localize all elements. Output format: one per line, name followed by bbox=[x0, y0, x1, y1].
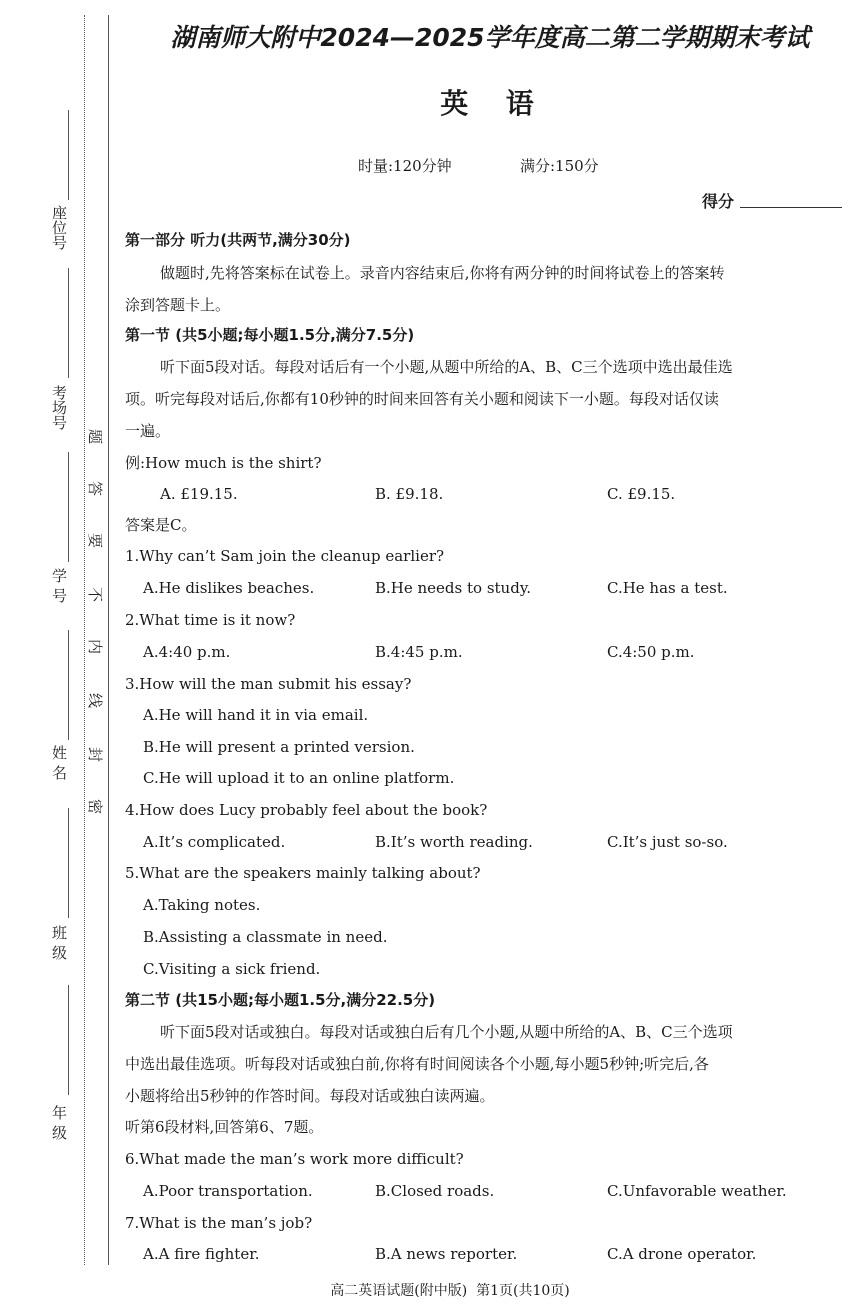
score-field-label: 得分 bbox=[702, 192, 735, 211]
question-4: 4.How does Lucy probably feel about the book? bbox=[125, 801, 488, 819]
room-label: 考场号 bbox=[50, 385, 68, 430]
room-field-line bbox=[68, 452, 69, 562]
section2-text-1: 听下面5段对话或独白。每段对话或独白后有几个小题,从题中所给的A、B、C三个选项 bbox=[160, 1023, 733, 1041]
example-question: 例:How much is the shirt? bbox=[125, 454, 322, 472]
example-option-c: C. £9.15. bbox=[607, 485, 676, 503]
q2-option-a: A.4:40 p.m. bbox=[143, 643, 231, 661]
class-field-line bbox=[68, 985, 69, 1095]
question-3: 3.How will the man submit his essay? bbox=[125, 675, 412, 693]
question-1: 1.Why can’t Sam join the cleanup earlier? bbox=[125, 547, 445, 565]
page-footer: 高二英语试题(附中版) 第1页(共10页) bbox=[330, 1283, 570, 1299]
seal-char-1: 题 bbox=[86, 428, 105, 445]
section2-heading: 第二节 (共15小题;每小题1.5分,满分22.5分) bbox=[125, 991, 436, 1009]
example-answer: 答案是C。 bbox=[125, 516, 197, 534]
example-option-a: A. £19.15. bbox=[160, 485, 238, 503]
q2-option-b: B.4:45 p.m. bbox=[375, 643, 463, 661]
binding-line-solid bbox=[108, 15, 109, 1265]
seat-field-line-2 bbox=[68, 268, 69, 378]
score-label: 满分:150分 bbox=[520, 157, 599, 175]
grade-label: 年 级 bbox=[50, 1105, 68, 1140]
q4-option-c: C.It’s just so-so. bbox=[607, 833, 728, 851]
question-2: 2.What time is it now? bbox=[125, 611, 296, 629]
q1-option-c: C.He has a test. bbox=[607, 579, 728, 597]
q7-option-b: B.A news reporter. bbox=[375, 1245, 518, 1263]
section1-text-1: 听下面5段对话。每段对话后有一个小题,从题中所给的A、B、C三个选项中选出最佳选 bbox=[160, 358, 733, 376]
name-field-line bbox=[68, 808, 69, 918]
seat-field-line bbox=[68, 110, 69, 200]
student-id-field-line bbox=[68, 630, 69, 740]
q3-option-b: B.He will present a printed version. bbox=[143, 738, 415, 756]
score-field-line bbox=[740, 207, 842, 208]
exam-title: 湖南师大附中2024—2025学年度高二第二学期期末考试 bbox=[170, 23, 810, 52]
question-7: 7.What is the man’s job? bbox=[125, 1214, 313, 1232]
name-label: 姓 名 bbox=[50, 745, 68, 780]
q5-option-b: B.Assisting a classmate in need. bbox=[143, 928, 388, 946]
student-id-label: 学 号 bbox=[50, 568, 68, 603]
seal-char-2: 答 bbox=[86, 480, 105, 497]
question-5: 5.What are the speakers mainly talking about? bbox=[125, 864, 481, 882]
q2-option-c: C.4:50 p.m. bbox=[607, 643, 695, 661]
seal-char-3: 要 bbox=[86, 532, 105, 549]
seal-char-7: 封 bbox=[86, 746, 105, 763]
q1-option-b: B.He needs to study. bbox=[375, 579, 532, 597]
q6-option-c: C.Unfavorable weather. bbox=[607, 1182, 787, 1200]
q7-option-a: A.A fire fighter. bbox=[143, 1245, 260, 1263]
q7-option-c: C.A drone operator. bbox=[607, 1245, 757, 1263]
q4-option-b: B.It’s worth reading. bbox=[375, 833, 533, 851]
seal-char-8: 密 bbox=[86, 798, 105, 815]
q6-option-b: B.Closed roads. bbox=[375, 1182, 495, 1200]
q3-option-a: A.He will hand it in via email. bbox=[143, 706, 369, 724]
section1-text-2: 项。听完每段对话后,你都有10秒钟的时间来回答有关小题和阅读下一小题。每段对话仅读 bbox=[125, 390, 719, 408]
q6-option-a: A.Poor transportation. bbox=[143, 1182, 313, 1200]
subject-title: 英 语 bbox=[440, 87, 540, 120]
q3-option-c: C.He will upload it to an online platform. bbox=[143, 769, 455, 787]
example-option-b: B. £9.18. bbox=[375, 485, 444, 503]
question-6: 6.What made the man’s work more difficult? bbox=[125, 1150, 464, 1168]
q5-option-a: A.Taking notes. bbox=[143, 896, 261, 914]
section2-text-3: 小题将给出5秒钟的作答时间。每段对话或独白读两遍。 bbox=[125, 1087, 495, 1105]
seal-char-5: 内 bbox=[86, 638, 105, 655]
section1-heading: 第一节 (共5小题;每小题1.5分,满分7.5分) bbox=[125, 326, 415, 344]
seal-char-6: 线 bbox=[86, 692, 105, 709]
section1-text-3: 一遍。 bbox=[125, 422, 171, 440]
time-label: 时量:120分钟 bbox=[358, 157, 452, 175]
seat-label: 座位号 bbox=[50, 205, 68, 250]
material-6-instruction: 听第6段材料,回答第6、7题。 bbox=[125, 1118, 324, 1136]
q4-option-a: A.It’s complicated. bbox=[143, 833, 286, 851]
part1-intro-1: 做题时,先将答案标在试卷上。录音内容结束后,你将有两分钟的时间将试卷上的答案转 bbox=[160, 264, 725, 282]
class-label: 班 级 bbox=[50, 925, 68, 960]
section2-text-2: 中选出最佳选项。听每段对话或独白前,你将有时间阅读各个小题,每小题5秒钟;听完后,各 bbox=[125, 1055, 709, 1073]
q5-option-c: C.Visiting a sick friend. bbox=[143, 960, 321, 978]
part1-intro-2: 涂到答题卡上。 bbox=[125, 296, 231, 314]
part1-heading: 第一部分 听力(共两节,满分30分) bbox=[125, 231, 351, 249]
q1-option-a: A.He dislikes beaches. bbox=[143, 579, 315, 597]
seal-char-4: 不 bbox=[86, 586, 105, 603]
